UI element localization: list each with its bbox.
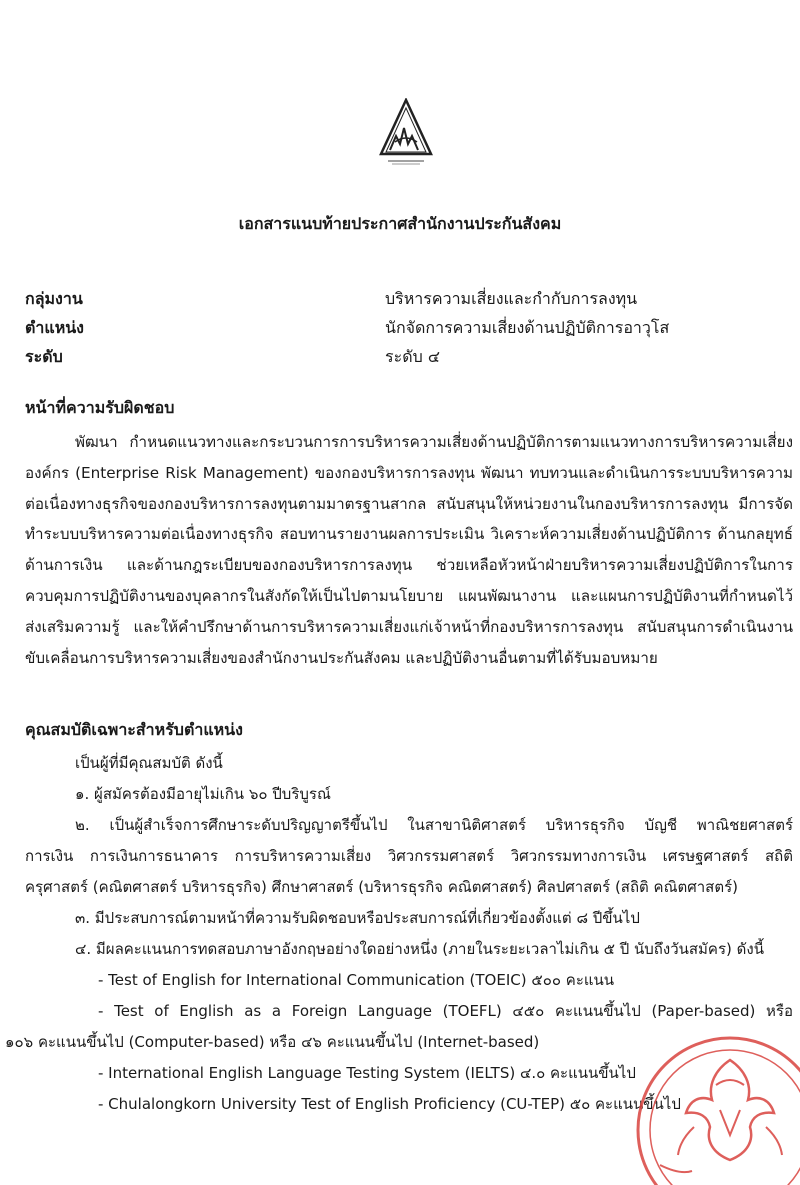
- qualification-item-3: ๓. มีประสบการณ์ตามหน้าที่ความรับผิดชอบหรือประสบการณ์ที่เกี่ยวข้องตั้งแต่ ๘ ปีขึ้นไป: [75, 909, 640, 927]
- qualification-item-1: ๑. ผู้สมัครต้องมีอายุไม่เกิน ๖๐ ปีบริบูรณ์: [75, 785, 331, 803]
- qualification-item-2-line-2: การเงิน การเงินการธนาคาร การบริหารความเสี่ยง วิศวกรรมศาสตร์ วิศวกรรมทางการเงิน เศรษฐศาสตร์ สถิติ: [25, 847, 793, 865]
- garuda-seal-stamp-icon: [620, 1015, 800, 1185]
- group-value: บริหารความเสี่ยงและกำกับการลงทุน: [385, 289, 638, 308]
- info-row-position: [25, 316, 785, 338]
- qualification-item-2-line-1: ๒. เป็นผู้สำเร็จการศึกษาระดับปริญญาตรีขึ้นไป ในสาขานิติศาสตร์ บริหารธุรกิจ บัญชี พาณิชยศาสตร์: [75, 816, 793, 834]
- test-cutep: - Chulalongkorn University Test of English Proficiency (CU-TEP) ๕๐ คะแนนขึ้นไป: [98, 1095, 681, 1113]
- info-row-level: [25, 345, 785, 367]
- qualifications-intro: เป็นผู้ที่มีคุณสมบัติ ดังนี้: [75, 754, 223, 772]
- test-toeic: - Test of English for International Communication (TOEIC) ๕๐๐ คะแนน: [98, 971, 615, 989]
- position-value: นักจัดการความเสี่ยงด้านปฏิบัติการอาวุโส: [385, 318, 670, 337]
- qualification-item-2-line-3: ครุศาสตร์ (คณิตศาสตร์ บริหารธุรกิจ) ศึกษาศาสตร์ (บริหารธุรกิจ คณิตศาสตร์) ศิลปศาสตร์ (สถิติ คณิตศาสตร์): [25, 878, 738, 896]
- test-toefl-line-1: - Test of English as a Foreign Language (TOEFL) ๔๕๐ คะแนนขึ้นไป (Paper-based) หรือ: [98, 1002, 793, 1020]
- qualifications-heading: คุณสมบัติเฉพาะสำหรับตำแหน่ง: [25, 720, 243, 739]
- info-row-group: [25, 287, 785, 309]
- sso-logo-icon: [378, 98, 434, 170]
- test-toefl-line-2: ๑๐๖ คะแนนขึ้นไป (Computer-based) หรือ ๔๖ คะแนนขึ้นไป (Internet-based): [5, 1033, 540, 1051]
- responsibilities-text: พัฒนา กำหนดแนวทางและกระบวนการการบริหารความเสี่ยงด้านปฏิบัติการตามแนวทางการบริหารความเสี่ยงองค์กร (Enterprise Risk Management) ของกองบริหารการลงทุน พัฒนา ทบทวนและดำเนินการระบบบริหารความต่อเนื่องทางธุรกิจของกองบริหารการลงทุนตามมาตรฐานสากล สนับสนุนให้หน่วยงานในกองบริหารการลงทุน มีการจัดทำระบบบริหารความต่อเนื่องทางธุรกิจ สอบทานรายงานผลการประเมิน วิเคราะห์ความเสี่ยงด้านปฏิบัติการ ด้านกลยุทธ์ ด้านการเงิน และด้านกฎระเบียบของกองบริหารการลงทุน ช่วยเหลือหัวหน้าฝ่ายบริหารความเสี่ยงปฏิบัติการในการควบคุมการปฏิบัติงานของบุคลากรในสังกัดให้เป็นไปตามนโยบาย แผนพัฒนางาน และแผนการปฏิบัติงานที่กำหนดไว้ ส่งเสริมความรู้ และให้คำปรึกษาด้านการบริหารความเสี่ยงแก่เจ้าหน้าที่กองบริหารการลงทุน สนับสนุนการดำเนินงานขับเคลื่อนการบริหารความเสี่ยงของสำนักงานประกันสังคม และปฏิบัติงานอื่นตามที่ได้รับมอบหมาย: [25, 433, 793, 667]
- qualification-item-4: ๔. มีผลคะแนนการทดสอบภาษาอังกฤษอย่างใดอย่างหนึ่ง (ภายในระยะเวลาไม่เกิน ๕ ปี นับถึงวันสมัคร) ดังนี้: [75, 940, 764, 958]
- level-value: ระดับ ๔: [385, 347, 440, 366]
- position-label: ตำแหน่ง: [25, 318, 84, 337]
- document-title: เอกสารแนบท้ายประกาศสำนักงานประกันสังคม: [238, 214, 562, 233]
- responsibilities-heading: หน้าที่ความรับผิดชอบ: [25, 398, 175, 417]
- group-label: กลุ่มงาน: [25, 289, 83, 308]
- test-ielts: - International English Language Testing System (IELTS) ๔.๐ คะแนนขึ้นไป: [98, 1064, 636, 1082]
- level-label: ระดับ: [25, 347, 63, 366]
